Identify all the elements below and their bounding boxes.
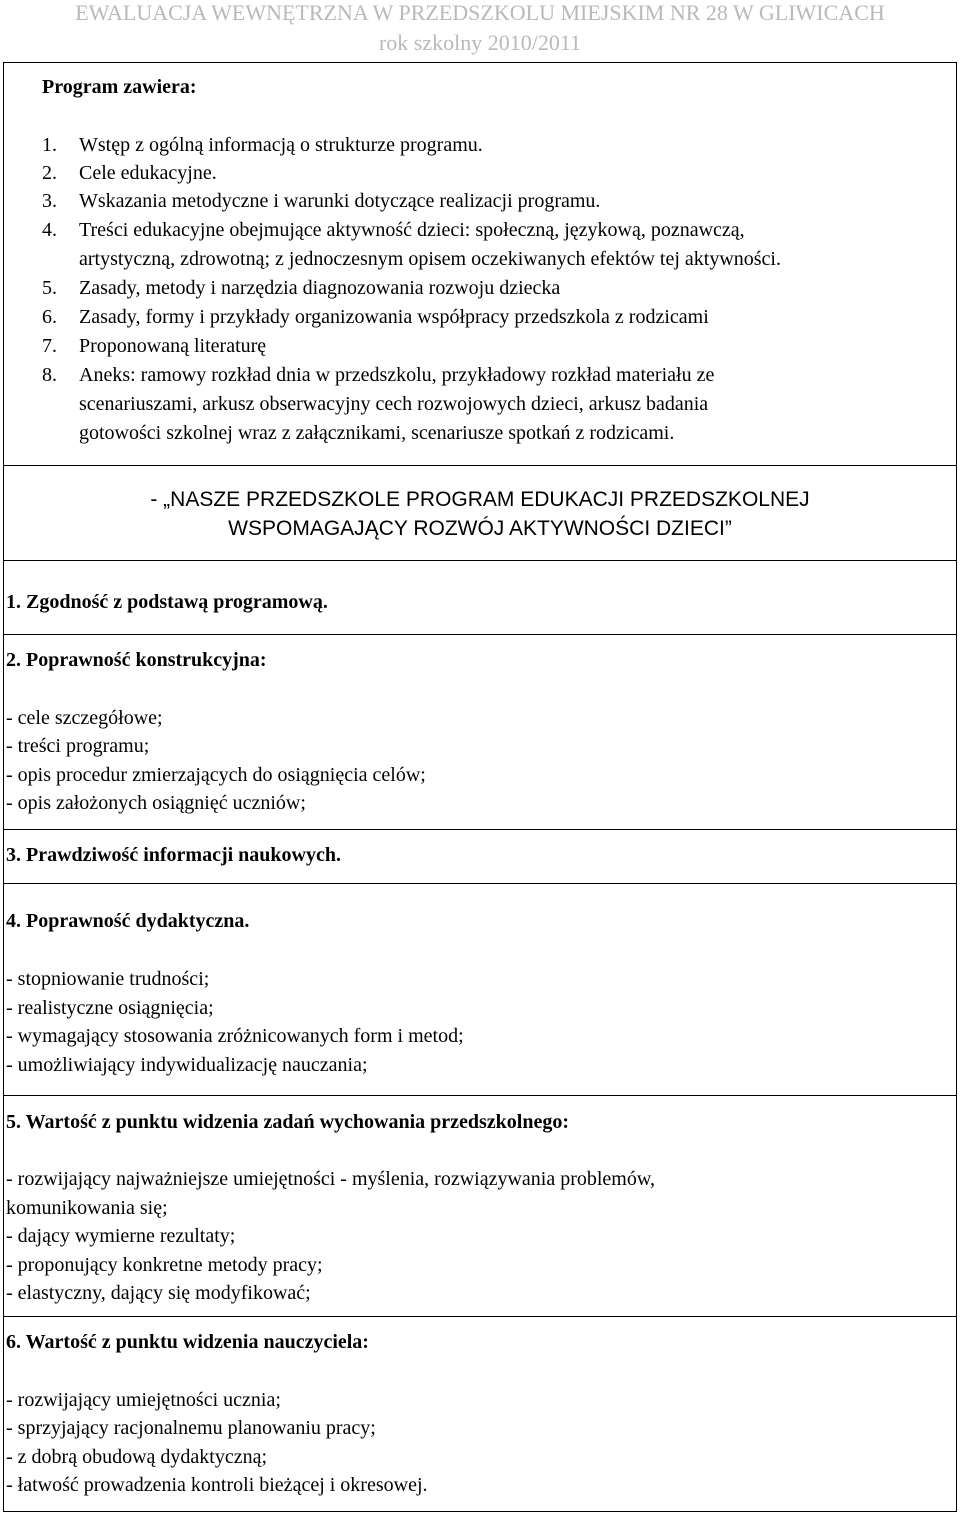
list-item: Treści edukacyjne obejmujące aktywność dzieci: społeczną, językową, poznawczą, (79, 219, 745, 241)
criterion-item: - sprzyjający racjonalnemu planowaniu pracy; (6, 1417, 376, 1439)
criterion-item: - opis procedur zmierzających do osiągnięcia celów; (6, 764, 426, 786)
list-item: Wskazania metodyczne i warunki dotyczące realizacji programu. (79, 190, 601, 212)
criterion-item: - realistyczne osiągnięcia; (6, 997, 214, 1019)
criterion-title: 3. Prawdziwość informacji naukowych. (6, 844, 341, 866)
list-item-number: 2. (42, 162, 57, 184)
program-name-line2: WSPOMAGAJĄCY ROZWÓJ AKTYWNOŚCI DZIECI” (228, 517, 732, 540)
criterion-title: 6. Wartość z punktu widzenia nauczyciela: (6, 1331, 369, 1353)
list-item-number: 4. (42, 219, 57, 241)
list-item: Wstęp z ogólną informacją o strukturze programu. (79, 134, 483, 156)
header-title: EWALUACJA WEWNĘTRZNA W PRZEDSZKOLU MIEJSKIM NR 28 W GLIWICACH (75, 0, 885, 25)
list-item-number: 7. (42, 335, 57, 357)
list-item: Aneks: ramowy rozkład dnia w przedszkolu, przykładowy rozkład materiału ze (79, 364, 715, 386)
row-divider (3, 1095, 957, 1096)
criterion-item: - opis założonych osiągnięć uczniów; (6, 792, 306, 814)
row-divider (3, 1316, 957, 1317)
row-divider (3, 883, 957, 884)
list-item-number: 8. (42, 364, 57, 386)
criterion-item: - dający wymierne rezultaty; (6, 1225, 236, 1247)
list-item: Zasady, formy i przykłady organizowania współpracy przedszkola z rodzicami (79, 306, 709, 328)
list-item-number: 3. (42, 190, 57, 212)
list-item: Cele edukacyjne. (79, 162, 217, 184)
list-item-number: 5. (42, 277, 57, 299)
list-item-continuation: gotowości szkolnej wraz z załącznikami, scenariusze spotkań z rodzicami. (79, 422, 675, 444)
row-divider (3, 634, 957, 635)
header-school-year: rok szkolny 2010/2011 (378, 30, 582, 55)
list-item-number: 6. (42, 306, 57, 328)
criterion-title: 2. Poprawność konstrukcyjna: (6, 649, 267, 671)
criterion-item: - elastyczny, dający się modyfikować; (6, 1282, 311, 1304)
row-divider (3, 829, 957, 830)
list-item-continuation: scenariuszami, arkusz obserwacyjny cech rozwojowych dzieci, arkusz badania (79, 393, 709, 415)
criterion-item: - treści programu; (6, 735, 150, 757)
list-item: Proponowaną literaturę (79, 335, 267, 357)
criterion-title: 5. Wartość z punktu widzenia zadań wychowania przedszkolnego: (6, 1111, 570, 1133)
program-title: Program zawiera: (42, 76, 197, 98)
criterion-item-continuation: komunikowania się; (6, 1197, 168, 1219)
row-divider (3, 560, 957, 561)
list-item-continuation: artystyczną, zdrowotną; z jednoczesnym opisem oczekiwanych efektów tej aktywności. (79, 248, 781, 270)
criterion-title: 1. Zgodność z podstawą programową. (6, 591, 328, 613)
criterion-item: - cele szczegółowe; (6, 707, 163, 729)
criterion-item: - umożliwiający indywidualizację nauczania; (6, 1054, 368, 1076)
criterion-item: - rozwijający umiejętności ucznia; (6, 1389, 281, 1411)
list-item: Zasady, metody i narzędzia diagnozowania rozwoju dziecka (79, 277, 561, 299)
criterion-item: - z dobrą obudową dydaktyczną; (6, 1446, 268, 1468)
program-name-line1: - „NASZE PRZEDSZKOLE PROGRAM EDUKACJI PRZEDSZKOLNEJ (150, 488, 810, 511)
row-divider (3, 465, 957, 466)
criterion-item: - stopniowanie trudności; (6, 968, 210, 990)
criterion-item: - łatwość prowadzenia kontroli bieżącej i okresowej. (6, 1474, 428, 1496)
criterion-title: 4. Poprawność dydaktyczna. (6, 910, 250, 932)
criterion-item: - rozwijający najważniejsze umiejętności - myślenia, rozwiązywania problemów, (6, 1168, 656, 1190)
criterion-item: - wymagający stosowania zróżnicowanych form i metod; (6, 1025, 464, 1047)
list-item-number: 1. (42, 134, 57, 156)
criterion-item: - proponujący konkretne metody pracy; (6, 1254, 323, 1276)
